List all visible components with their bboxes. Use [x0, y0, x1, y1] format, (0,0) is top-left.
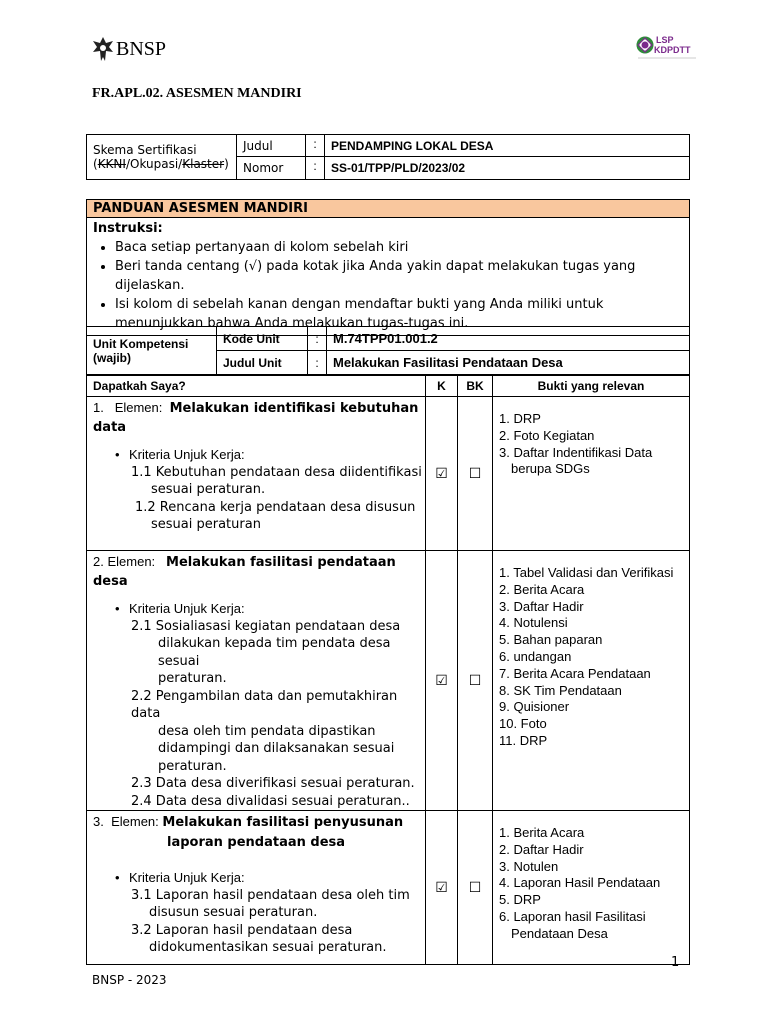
kode-colon: : — [308, 327, 327, 351]
lsp-kdpdtt-logo — [636, 33, 698, 65]
judul-value: PENDAMPING LOKAL DESA — [325, 135, 690, 157]
unit-table — [86, 326, 690, 375]
garuda-icon — [92, 36, 114, 62]
instruksi-item: • Beri tanda centang (√) pada kotak jika Anda yakin dapat melakukan tugas yang dijelaskan. — [115, 257, 683, 295]
header-dapatkah: Dapatkah Saya? — [87, 376, 426, 397]
k-checkbox[interactable]: ☑ — [426, 397, 458, 551]
bukti-cell: 1. Berita Acara 2. Daftar Hadir 3. Notulen 4. Laporan Hasil Pendataan 5. DRP 6. Laporan hasil Fasilitasi Pendataan Desa — [493, 811, 690, 965]
header-bk: BK — [458, 376, 493, 397]
bnsp-logo — [92, 33, 166, 65]
kode-unit-label: Kode Unit — [217, 327, 308, 351]
judul-unit-label: Judul Unit — [217, 351, 308, 375]
table-row — [87, 551, 690, 811]
judul-label: Judul — [237, 135, 306, 157]
elements-table — [86, 375, 690, 965]
judul-colon: : — [306, 135, 325, 157]
nomor-colon: : — [306, 157, 325, 180]
panduan-box — [86, 199, 690, 336]
table-row — [87, 397, 690, 551]
lsp-emblem-icon — [638, 38, 652, 52]
k-checkbox[interactable]: ☑ — [426, 551, 458, 811]
instruksi-item: • Isi kolom di sebelah kanan dengan mendaftar bukti yang Anda miliki untuk menunjukkan bahwa Anda melakukan tugas-tugas ini. — [115, 295, 683, 333]
footer-text: BNSP - 2023 — [92, 973, 167, 987]
bukti-cell: 1. Tabel Validasi dan Verifikasi 2. Berita Acara 3. Daftar Hadir 4. Notulensi 5. Bahan paparan 6. undangan 7. Berita Acara Pendataan 8. SK Tim Pendataan 9. Quisioner 10. Foto 11. DRP — [493, 551, 690, 811]
svg-text:LSP: LSP — [656, 35, 674, 45]
bk-checkbox[interactable]: ☐ — [458, 397, 493, 551]
kode-unit-value: M.74TPP01.001.2 — [327, 327, 690, 351]
table-row — [87, 811, 690, 965]
element-cell: 3. Elemen: Melakukan fasilitasi penyusunan laporan pendataan desa • Kriteria Unjuk Kerja: 3.1 Laporan hasil pendataan desa oleh tim disusun sesuai peraturan. 3.2 Laporan hasil pendataan desa didokumentasikan sesuai peraturan. — [87, 811, 426, 965]
svg-text:KDPDTT: KDPDTT — [654, 45, 691, 55]
table-header-row — [87, 376, 690, 397]
page-number: 1 — [671, 955, 680, 970]
bukti-cell: 1. DRP 2. Foto Kegiatan 3. Daftar Indentifikasi Data berupa SDGs — [493, 397, 690, 551]
element-cell: 2. Elemen: Melakukan fasilitasi pendataan desa • Kriteria Unjuk Kerja: 2.1 Sosialiasasi kegiatan pendataan desa dilakukan kepada tim pendata desa sesuai peraturan. 2.2 Pengambilan data dan pemutakhiran data desa oleh tim pendata dipastikan didampingi dan dilaksanakan sesuai peraturan. 2.3 Data desa diverifikasi sesuai peraturan. 2.4 Data desa divalidasi sesuai peraturan.. — [87, 551, 426, 811]
bk-checkbox[interactable]: ☐ — [458, 811, 493, 965]
bnsp-logo-text: BNSP — [116, 37, 167, 60]
bk-checkbox[interactable]: ☐ — [458, 551, 493, 811]
skema-label: Skema Sertifikasi (KKNI/Okupasi/Klaster) — [87, 135, 237, 180]
nomor-label: Nomor — [237, 157, 306, 180]
skema-table — [86, 134, 690, 180]
judul-unit-value: Melakukan Fasilitasi Pendataan Desa — [327, 351, 690, 375]
header-bukti: Bukti yang relevan — [493, 376, 690, 397]
instruksi-item: • Baca setiap pertanyaan di kolom sebelah kiri — [115, 238, 683, 257]
element-cell: 1. Elemen: Melakukan identifikasi kebutuhan data • Kriteria Unjuk Kerja: 1.1 Kebutuhan pendataan desa diidentifikasi sesuai peraturan. 1.2 Rencana kerja pendataan desa disusun sesuai peraturan — [87, 397, 426, 551]
unit-label: Unit Kompetensi (wajib) — [87, 327, 217, 375]
nomor-value: SS-01/TPP/PLD/2023/02 — [325, 157, 690, 180]
instruksi-label: Instruksi: — [93, 221, 163, 236]
judul-unit-colon: : — [308, 351, 327, 375]
document-title: FR.APL.02. ASESMEN MANDIRI — [92, 86, 302, 101]
header-k: K — [426, 376, 458, 397]
k-checkbox[interactable]: ☑ — [426, 811, 458, 965]
panduan-heading: PANDUAN ASESMEN MANDIRI — [87, 200, 689, 218]
